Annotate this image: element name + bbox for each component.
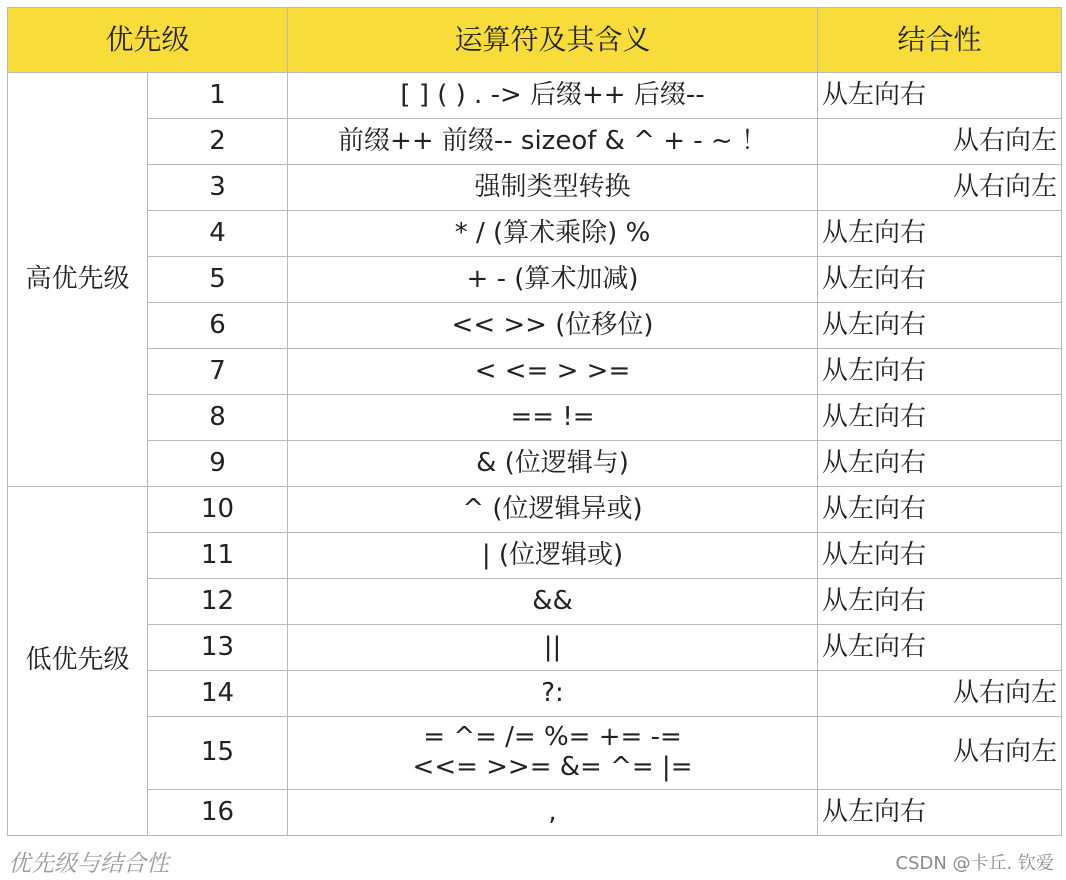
table-row	[8, 533, 1062, 579]
priority-number: 5	[148, 257, 288, 303]
table-row	[8, 73, 1062, 119]
priority-number: 15	[148, 717, 288, 790]
operator-cell: &&	[288, 579, 818, 625]
associativity-cell: 从左向右	[818, 257, 1062, 303]
header-priority: 优先级	[8, 8, 288, 73]
table-row	[8, 257, 1062, 303]
operator-cell: < <= > >=	[288, 349, 818, 395]
table-row	[8, 119, 1062, 165]
table-row	[8, 211, 1062, 257]
group-label-high: 高优先级	[8, 73, 148, 487]
priority-number: 16	[148, 790, 288, 836]
group-label-low: 低优先级	[8, 487, 148, 836]
table-row	[8, 717, 1062, 790]
priority-number: 3	[148, 165, 288, 211]
priority-number: 13	[148, 625, 288, 671]
operator-cell: * / (算术乘除) %	[288, 211, 818, 257]
operator-cell: == !=	[288, 395, 818, 441]
table-row	[8, 671, 1062, 717]
associativity-cell: 从右向左	[818, 119, 1062, 165]
watermark: CSDN @卡丘. 钦爱	[895, 853, 1054, 874]
operator-cell: ^ (位逻辑异或)	[288, 487, 818, 533]
associativity-cell: 从左向右	[818, 533, 1062, 579]
table-caption: 优先级与结合性	[8, 851, 169, 877]
priority-number: 8	[148, 395, 288, 441]
priority-number: 12	[148, 579, 288, 625]
table-row	[8, 395, 1062, 441]
operator-cell: 前缀++ 前缀-- sizeof & ^ + - ~ ！	[288, 119, 818, 165]
operator-cell: [ ] ( ) . -> 后缀++ 后缀--	[288, 73, 818, 119]
header-associativity: 结合性	[818, 8, 1062, 73]
operator-cell: + - (算术加减)	[288, 257, 818, 303]
associativity-cell: 从左向右	[818, 349, 1062, 395]
priority-number: 6	[148, 303, 288, 349]
operator-cell: << >> (位移位)	[288, 303, 818, 349]
table-row	[8, 349, 1062, 395]
associativity-cell: 从左向右	[818, 625, 1062, 671]
associativity-cell: 从左向右	[818, 790, 1062, 836]
associativity-cell: 从左向右	[818, 441, 1062, 487]
associativity-cell: 从右向左	[818, 717, 1062, 790]
operator-line-2: <<= >>= &= ^= |=	[412, 752, 693, 782]
table-row	[8, 790, 1062, 836]
priority-number: 10	[148, 487, 288, 533]
associativity-cell: 从左向右	[818, 579, 1062, 625]
associativity-cell: 从左向右	[818, 303, 1062, 349]
table-row	[8, 487, 1062, 533]
priority-table-container	[7, 7, 1062, 836]
associativity-cell: 从右向左	[818, 671, 1062, 717]
priority-number: 14	[148, 671, 288, 717]
associativity-cell: 从左向右	[818, 211, 1062, 257]
priority-number: 9	[148, 441, 288, 487]
priority-number: 4	[148, 211, 288, 257]
associativity-cell: 从左向右	[818, 487, 1062, 533]
priority-number: 1	[148, 73, 288, 119]
priority-number: 2	[148, 119, 288, 165]
operator-cell: ,	[288, 790, 818, 836]
operator-priority-table	[7, 7, 1062, 836]
operator-cell: 强制类型转换	[288, 165, 818, 211]
operator-cell: ||	[288, 625, 818, 671]
associativity-cell: 从右向左	[818, 165, 1062, 211]
priority-number: 7	[148, 349, 288, 395]
table-row	[8, 441, 1062, 487]
table-row	[8, 303, 1062, 349]
operator-line-1: = ^= /= %= += -=	[423, 722, 682, 753]
operator-cell: ?:	[288, 671, 818, 717]
table-row	[8, 625, 1062, 671]
operator-cell: & (位逻辑与)	[288, 441, 818, 487]
table-row	[8, 579, 1062, 625]
operator-cell	[288, 717, 818, 790]
priority-number: 11	[148, 533, 288, 579]
header-operator: 运算符及其含义	[288, 8, 818, 73]
operator-cell: | (位逻辑或)	[288, 533, 818, 579]
table-row	[8, 165, 1062, 211]
associativity-cell: 从左向右	[818, 395, 1062, 441]
associativity-cell: 从左向右	[818, 73, 1062, 119]
table-header-row	[8, 8, 1062, 73]
